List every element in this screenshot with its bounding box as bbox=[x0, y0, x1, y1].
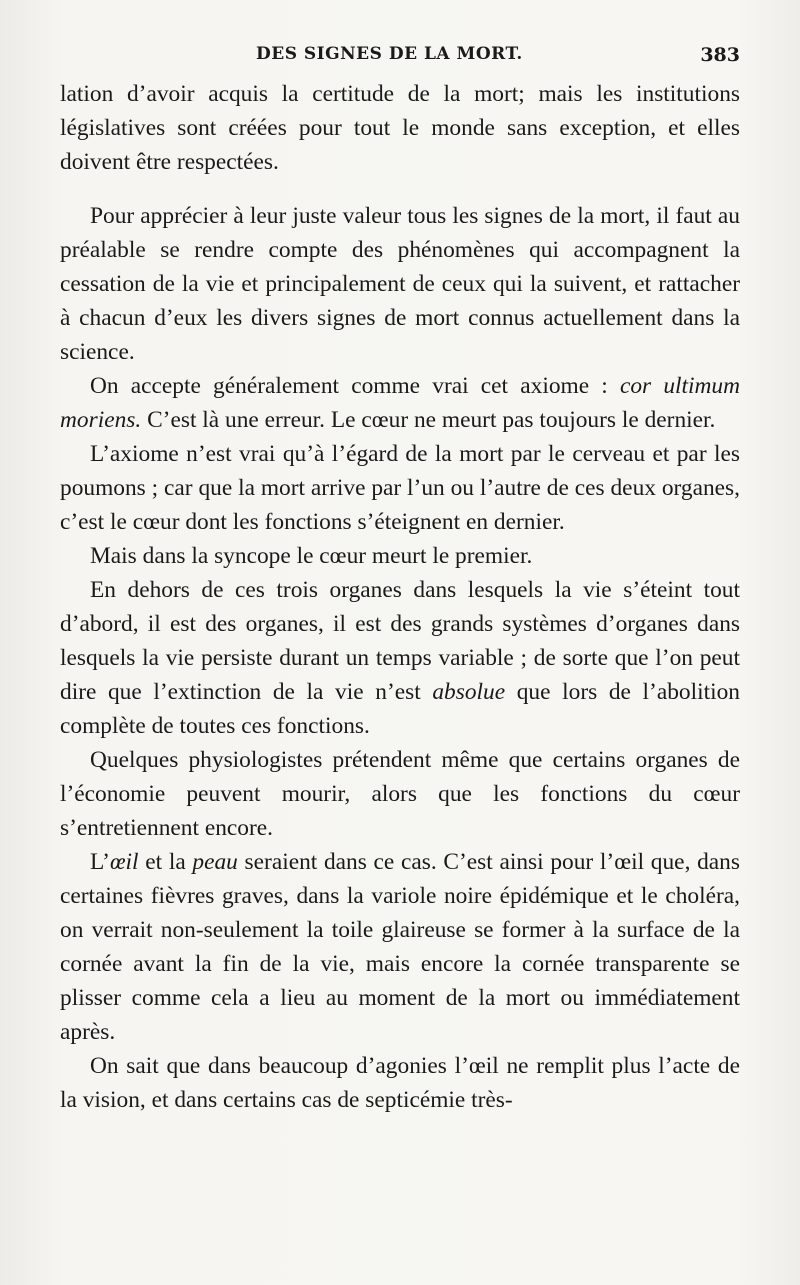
paragraph bbox=[60, 1049, 740, 1117]
paragraph bbox=[60, 199, 740, 369]
text-run: On sait que dans beaucoup d’agonies l’œil ne remplit plus l’acte de la vision, et dans certains cas de septicémie très- bbox=[60, 1053, 740, 1113]
italic-text: peau bbox=[192, 849, 238, 875]
paragraph bbox=[60, 539, 740, 573]
paragraph bbox=[60, 845, 740, 1049]
italic-text: cor ultimum moriens. bbox=[60, 373, 740, 433]
text-run: lation d’avoir acquis la certitude de la mort; mais les institutions législatives sont créées pour tout le monde sans exception, et elles doivent être respectées. bbox=[60, 81, 740, 175]
running-head: DES SIGNES DE LA MORT. bbox=[256, 44, 523, 64]
text-run: et la bbox=[138, 849, 193, 875]
text-run: C’est là une erreur. Le cœur ne meurt pas toujours le dernier. bbox=[141, 407, 716, 433]
italic-text: œil bbox=[109, 849, 139, 875]
text-run: Quelques physiologistes prétendent même que certains organes de l’économie peuvent mourir, alors que les fonctions du cœur s’entretiennent encore. bbox=[60, 747, 740, 841]
text-run: Mais dans la syncope le cœur meurt le premier. bbox=[90, 543, 533, 569]
text-run: On accepte généralement comme vrai cet axiome : bbox=[90, 373, 620, 399]
text-run: seraient dans ce cas. C’est ainsi pour l’œil que, dans certaines fièvres graves, dans la variole noire épidémique et le choléra, on verrait non-seulement la toile glaireuse se former à la surface de la cornée avant la fin de la vie, mais encore la cornée transparente se plisser comme cela a lieu au moment de la mort ou immédiatement après. bbox=[60, 849, 740, 1045]
paragraph bbox=[60, 369, 740, 437]
paragraph bbox=[60, 437, 740, 539]
text-run: En dehors de ces trois organes dans lesquels la vie s’éteint tout d’abord, il est des organes, il est des grands systèmes d’organes dans lesquels la vie persiste durant un temps variable ; de sorte que l’on peut dire que l’extinction de la vie n’est bbox=[60, 577, 740, 705]
paragraph bbox=[60, 77, 740, 179]
text-run: Pour apprécier à leur juste valeur tous les signes de la mort, il faut au préalable se rendre compte des phénomènes qui accompagnent la cessation de la vie et principalement de ceux qui la suivent, et rattacher à chacun d’eux les divers signes de mort connus actuellement dans la science. bbox=[60, 203, 740, 365]
text-run: L’axiome n’est vrai qu’à l’égard de la mort par le cerveau et par les poumons ; car que la mort arrive par l’un ou l’autre de ces deux organes, c’est le cœur dont les fonctions s’éteignent en dernier. bbox=[60, 441, 740, 535]
italic-text: absolue bbox=[432, 679, 506, 705]
paragraph bbox=[60, 573, 740, 743]
text-run: que lors de l’abolition complète de toutes ces fonctions. bbox=[60, 679, 740, 739]
text-run: L’ bbox=[90, 849, 110, 875]
page-number: 383 bbox=[700, 44, 740, 66]
paragraph bbox=[60, 743, 740, 845]
body-text bbox=[60, 77, 740, 1117]
page-header bbox=[60, 44, 740, 78]
